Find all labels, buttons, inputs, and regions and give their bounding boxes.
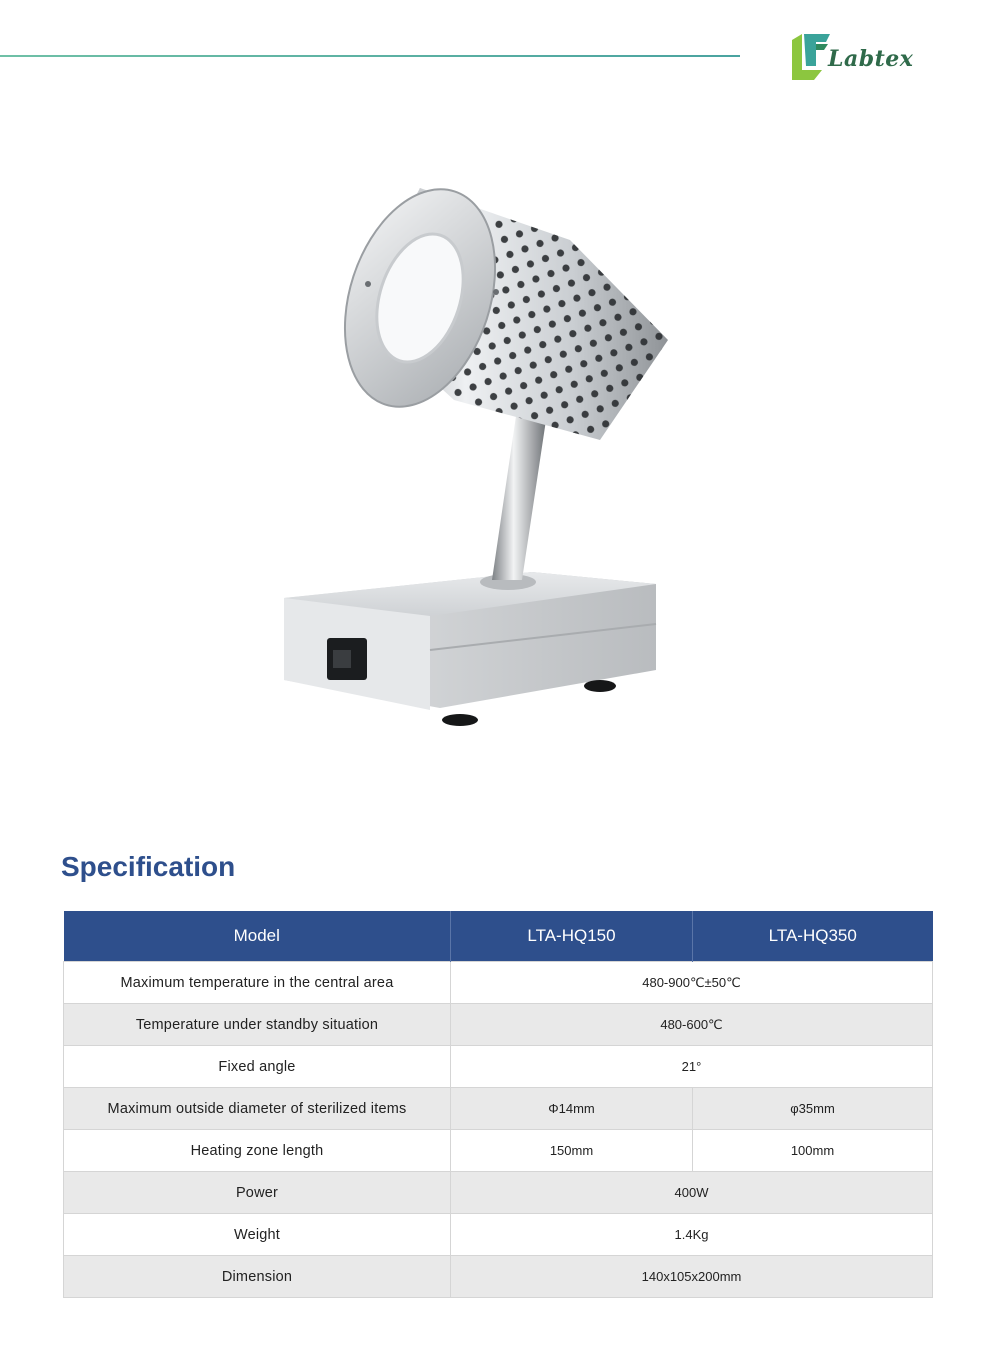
row-value-hq150: 150mm (451, 1130, 693, 1172)
brand-name: Labtex (828, 46, 914, 72)
row-label: Fixed angle (64, 1046, 451, 1088)
row-label: Weight (64, 1214, 451, 1256)
row-value-hq150: Φ14mm (451, 1088, 693, 1130)
row-label: Dimension (64, 1256, 451, 1298)
table-row (64, 1004, 933, 1046)
table-row (64, 962, 933, 1004)
row-value: 400W (451, 1172, 933, 1214)
section-title: Specification (61, 851, 236, 882)
row-value: 480-600℃ (451, 1004, 933, 1046)
row-label: Heating zone length (64, 1130, 451, 1172)
table-header-row (64, 911, 933, 962)
table-row (64, 1130, 933, 1172)
row-value: 1.4Kg (451, 1214, 933, 1256)
row-value-hq350: φ35mm (693, 1088, 933, 1130)
header-lta-hq350: LTA-HQ350 (693, 911, 933, 962)
row-value: 140x105x200mm (451, 1256, 933, 1298)
brand-logo (786, 30, 936, 86)
specification-table (63, 911, 933, 1298)
row-label: Power (64, 1172, 451, 1214)
labtex-logo-icon (786, 30, 832, 86)
row-label: Maximum outside diameter of sterilized items (64, 1088, 451, 1130)
row-label: Maximum temperature in the central area (64, 962, 451, 1004)
row-value-hq350: 100mm (693, 1130, 933, 1172)
table-row (64, 1088, 933, 1130)
header-lta-hq150: LTA-HQ150 (451, 911, 693, 962)
table-row (64, 1214, 933, 1256)
header-model: Model (64, 911, 451, 962)
table-row (64, 1046, 933, 1088)
row-label: Temperature under standby situation (64, 1004, 451, 1046)
product-photo (270, 180, 670, 740)
row-value: 480-900℃±50℃ (451, 962, 933, 1004)
table-row (64, 1172, 933, 1214)
row-value: 21° (451, 1046, 933, 1088)
header-rule (0, 55, 740, 57)
table-row (64, 1256, 933, 1298)
